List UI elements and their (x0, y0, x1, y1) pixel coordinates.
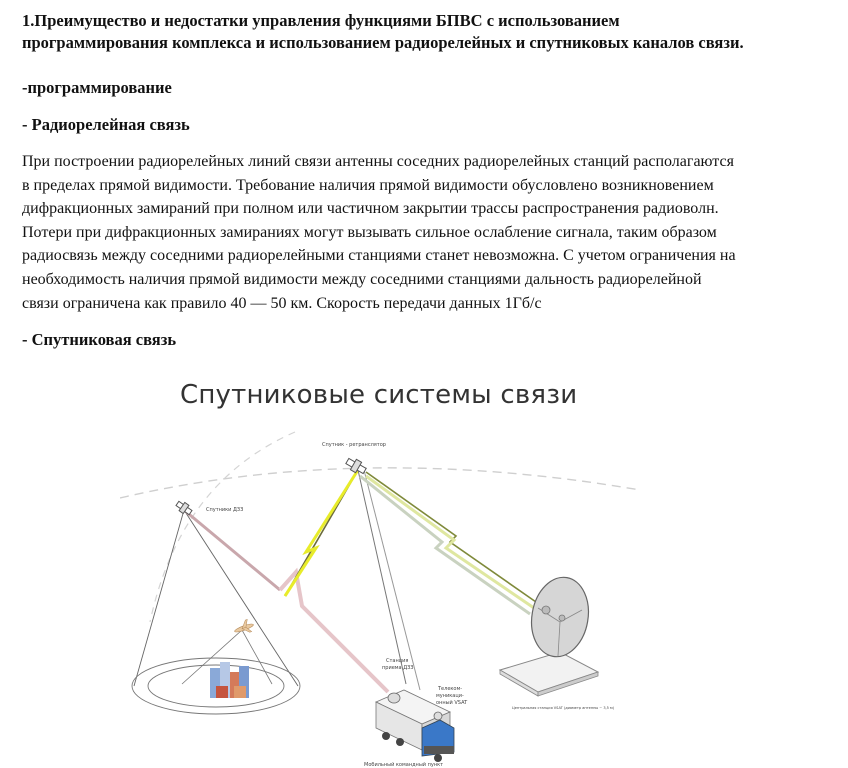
aircraft-icon (232, 618, 255, 637)
label-relay-satellite: Спутник - ретранслятор (322, 442, 386, 448)
diagram-graphic (120, 372, 640, 768)
paragraph-line: в пределах прямой видимости. Требование наличия прямой видимости обусловлено возникновением (22, 176, 714, 194)
leo-downlink-bolt (280, 572, 388, 692)
document-title (22, 10, 832, 54)
label-vsat-2: муникаци- (436, 693, 464, 699)
diagram-title: Спутниковые системы связи (180, 380, 578, 410)
low-orbit-line (150, 432, 295, 622)
title-line-2: программирования комплекса и использованием радиорелейных и спутниковых каналов связи. (22, 33, 744, 52)
satellite-systems-diagram (120, 372, 640, 768)
label-vsat-1: Телеком- (438, 686, 463, 692)
paragraph-line: дифракционных замираний при полном или частичном закрытии трассы распространения радиоволн. (22, 200, 719, 218)
central-station-dish-icon (500, 573, 598, 696)
paragraph-line: При построении радиорелейных линий связи антенны соседних радиорелейных станций располагаются (22, 153, 734, 170)
label-vsat-3: онный VSAT (436, 700, 468, 706)
section-heading-programming: -программирование (22, 78, 172, 97)
paragraph-line: Потери при дифракционных замираниях могут вызывать сильное ослабление сигнала, таким образом (22, 223, 717, 241)
radio-relay-paragraph (22, 150, 822, 315)
section-heading-radio-relay: - Радиорелейная связь (22, 115, 190, 134)
label-receiving-station-1: Станция (386, 658, 409, 664)
label-receiving-station-2: приема ДЗЗ (382, 665, 414, 671)
section-heading-satellite: - Спутниковая связь (22, 330, 177, 349)
label-central-station: Центральная станция VSAT (диаметр антенны ~ 3,5 м) (512, 706, 615, 710)
relay-to-hub-bolt (366, 476, 534, 608)
paragraph-line: радиосвязь между соседними радиорелейными станциями станет невозможна. С учетом ограничения на (22, 247, 736, 265)
label-leo-satellites: Спутники ДЗЗ (206, 507, 244, 513)
city-icon (210, 662, 249, 698)
document-body (22, 10, 832, 349)
label-mobile-command-post: Мобильный командный пункт (364, 762, 444, 768)
leo-link (184, 510, 280, 590)
title-line-1: 1.Преимущество и недостатки управления функциями БПВС с использованием (22, 11, 620, 30)
paragraph-line: необходимость наличия прямой видимости между соседними станциями дальность радиорелейной (22, 270, 702, 288)
paragraph-line: связи ограничена как правило 40 — 50 км. Скорость передачи данных 1Гб/с (22, 294, 542, 312)
